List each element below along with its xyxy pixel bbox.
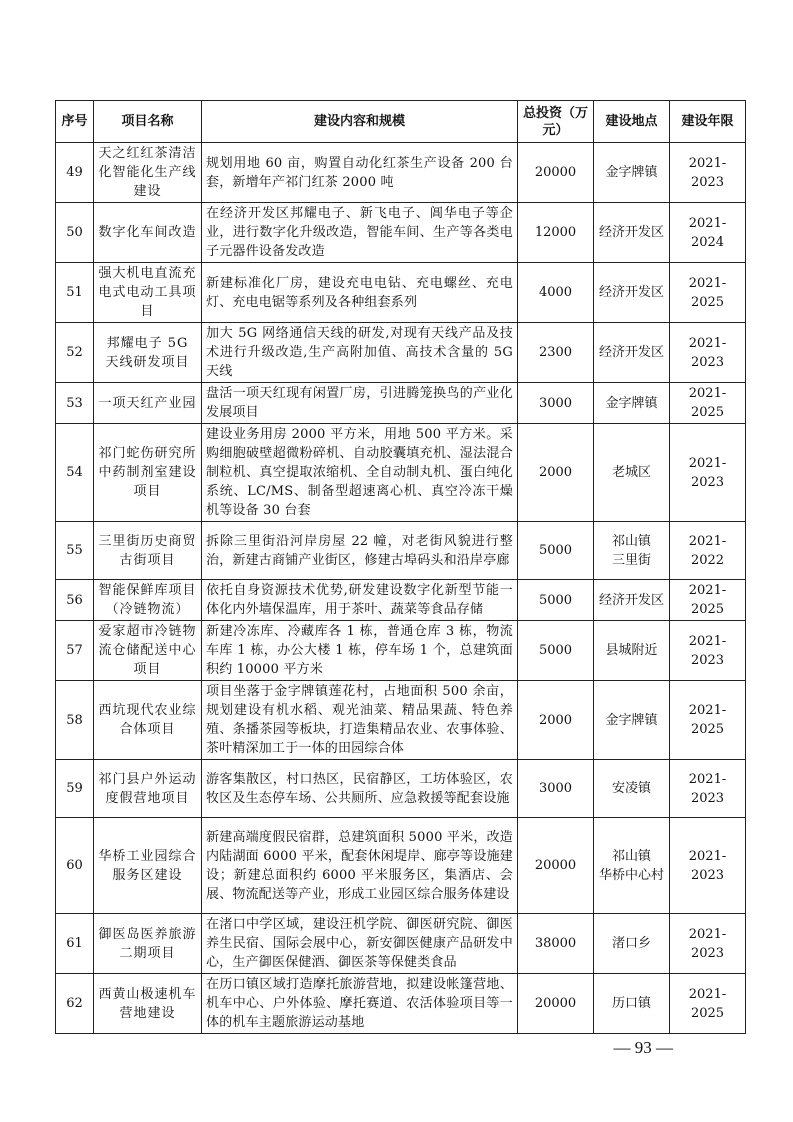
row-index: 49 [56,143,94,203]
row-index: 53 [56,383,94,424]
table-row [56,383,746,424]
row-content: 游客集散区，村口热区，民宿静区，工坊体验区，农牧区及生态停车场、公共厕所、应急救援等配套设施 [202,760,518,818]
row-location: 历口镇 [594,974,670,1034]
table-row [56,681,746,760]
row-content: 在渚口中学区域，建设汪机学院、御医研究院、御医养生民宿、国际会展中心，新安御医健康产品研发中心，生产御医保健酒、御医茶等保健类食品 [202,914,518,974]
row-project-name: 一项天红产业园 [94,383,202,424]
row-location: 经济开发区 [594,323,670,383]
row-project-name: 御医岛医养旅游二期项目 [94,914,202,974]
table-header-row [56,101,746,143]
table-row [56,818,746,914]
row-investment: 2000 [518,424,594,522]
table-body [56,143,746,1034]
row-investment: 12000 [518,203,594,263]
table-row [56,203,746,263]
row-years: 2021-2023 [670,424,746,522]
row-index: 59 [56,760,94,818]
row-location: 县城附近 [594,621,670,681]
row-location: 安凌镇 [594,760,670,818]
header-years: 建设年限 [670,101,746,143]
row-project-name: 智能保鲜库项目（冷链物流） [94,580,202,621]
row-content: 拆除三里街沿河岸房屋 22 幢，对老街风貌进行整治，新建古商铺产业街区，修建古埠码头和沿岸亭廊 [202,522,518,580]
row-investment: 20000 [518,974,594,1034]
table-row [56,424,746,522]
row-index: 60 [56,818,94,914]
row-years: 2021-2023 [670,760,746,818]
row-index: 51 [56,263,94,323]
row-years: 2021-2025 [670,681,746,760]
row-years: 2021-2023 [670,143,746,203]
row-content: 建设业务用房 2000 平方米，用地 500 平方米。采购细胞破壁超微粉碎机、自动胶囊填充机、湿法混合制粒机、真空提取浓缩机、全自动制丸机、蛋白纯化系统、LC/MS、制备型超速离心机、真空冷冻干燥机等设备 30 台套 [202,424,518,522]
row-location: 经济开发区 [594,263,670,323]
row-index: 52 [56,323,94,383]
row-investment: 3000 [518,383,594,424]
row-project-name: 西坑现代农业综合体项目 [94,681,202,760]
row-investment: 4000 [518,263,594,323]
page-number: — 93 — [613,1038,673,1057]
row-project-name: 爱家超市冷链物流仓储配送中心项目 [94,621,202,681]
row-content: 新建标准化厂房，建设充电电钻、充电螺丝、充电灯、充电电锯等系列及各种组套系列 [202,263,518,323]
row-project-name: 华桥工业园综合服务区建设 [94,818,202,914]
row-location: 金字牌镇 [594,681,670,760]
header-index: 序号 [56,101,94,143]
row-content: 规划用地 60 亩，购置自动化红茶生产设备 200 台套，新增年产祁门红茶 2000 吨 [202,143,518,203]
row-investment: 38000 [518,914,594,974]
row-project-name: 祁门县户外运动度假营地项目 [94,760,202,818]
row-investment: 3000 [518,760,594,818]
table-row [56,580,746,621]
row-index: 57 [56,621,94,681]
row-project-name: 邦耀电子 5G 天线研发项目 [94,323,202,383]
row-content: 加大 5G 网络通信天线的研发,对现有天线产品及技术进行升级改造,生产高附加值、高技术含量的 5G 天线 [202,323,518,383]
row-project-name: 天之红红茶清洁化智能化生产线建设 [94,143,202,203]
row-investment: 2300 [518,323,594,383]
row-location: 经济开发区 [594,580,670,621]
table-row [56,974,746,1034]
row-years: 2021-2025 [670,263,746,323]
row-years: 2021-2025 [670,580,746,621]
row-index: 61 [56,914,94,974]
row-years: 2021-2023 [670,621,746,681]
table-row [56,522,746,580]
row-index: 50 [56,203,94,263]
row-years: 2021-2023 [670,818,746,914]
row-years: 2021-2022 [670,522,746,580]
header-investment: 总投资（万元） [518,101,594,143]
row-years: 2021-2023 [670,323,746,383]
table-row [56,143,746,203]
row-years: 2021-2025 [670,974,746,1034]
header-name: 项目名称 [94,101,202,143]
row-project-name: 祁门蛇伤研究所中药制剂室建设项目 [94,424,202,522]
row-content: 在历口镇区域打造摩托旅游营地，拟建设帐篷营地、机车中心、户外体验、摩托赛道、农活体验项目等一体的机车主题旅游运动基地 [202,974,518,1034]
row-investment: 5000 [518,522,594,580]
row-index: 56 [56,580,94,621]
row-years: 2021-2024 [670,203,746,263]
row-content: 新建高端度假民宿群，总建筑面积 5000 平米，改造内陆湖面 6000 平米，配套休闲堤岸、廊亭等设施建设；新建总面积约 6000 平米服务区，集酒店、会展、物流配送等产业，形成工业园区综合服务体建设 [202,818,518,914]
row-index: 54 [56,424,94,522]
table-row [56,760,746,818]
row-location: 祁山镇 华桥中心村 [594,818,670,914]
row-index: 62 [56,974,94,1034]
row-content: 盘活一项天红现有闲置厂房，引进腾笼换鸟的产业化发展项目 [202,383,518,424]
table-row [56,914,746,974]
row-content: 项目坐落于金字牌镇莲花村，占地面积 500 余亩，规划建设有机水稻、观光油菜、精品果蔬、特色养殖、条播茶园等板块，打造集精品农业、农事体验、茶叶精深加工于一体的田园综合体 [202,681,518,760]
row-index: 55 [56,522,94,580]
row-content: 新建冷冻库、冷藏库各 1 栋，普通仓库 3 栋，物流车库 1 栋，办公大楼 1 栋，停车场 1 个，总建筑面积约 10000 平方米 [202,621,518,681]
header-content: 建设内容和规模 [202,101,518,143]
row-location: 金字牌镇 [594,383,670,424]
project-table [55,100,746,1034]
row-project-name: 西黄山极速机车营地建设 [94,974,202,1034]
row-investment: 20000 [518,818,594,914]
row-location: 渚口乡 [594,914,670,974]
row-location: 祁山镇 三里街 [594,522,670,580]
row-index: 58 [56,681,94,760]
row-project-name: 数字化车间改造 [94,203,202,263]
row-location: 老城区 [594,424,670,522]
row-location: 金字牌镇 [594,143,670,203]
table-row [56,621,746,681]
row-years: 2021-2025 [670,383,746,424]
row-investment: 5000 [518,621,594,681]
row-years: 2021-2023 [670,914,746,974]
row-investment: 5000 [518,580,594,621]
row-investment: 2000 [518,681,594,760]
row-investment: 20000 [518,143,594,203]
table-row [56,263,746,323]
row-location: 经济开发区 [594,203,670,263]
header-location: 建设地点 [594,101,670,143]
row-project-name: 三里街历史商贸古街项目 [94,522,202,580]
row-content: 在经济开发区邦耀电子、新飞电子、阊华电子等企业，进行数字化升级改造，智能车间、生产等各类电子元器件设备发改造 [202,203,518,263]
row-project-name: 强大机电直流充电式电动工具项目 [94,263,202,323]
row-content: 依托自身资源技术优势,研发建设数字化新型节能一体化内外墙保温库，用于茶叶、蔬菜等食品存储 [202,580,518,621]
table-row [56,323,746,383]
